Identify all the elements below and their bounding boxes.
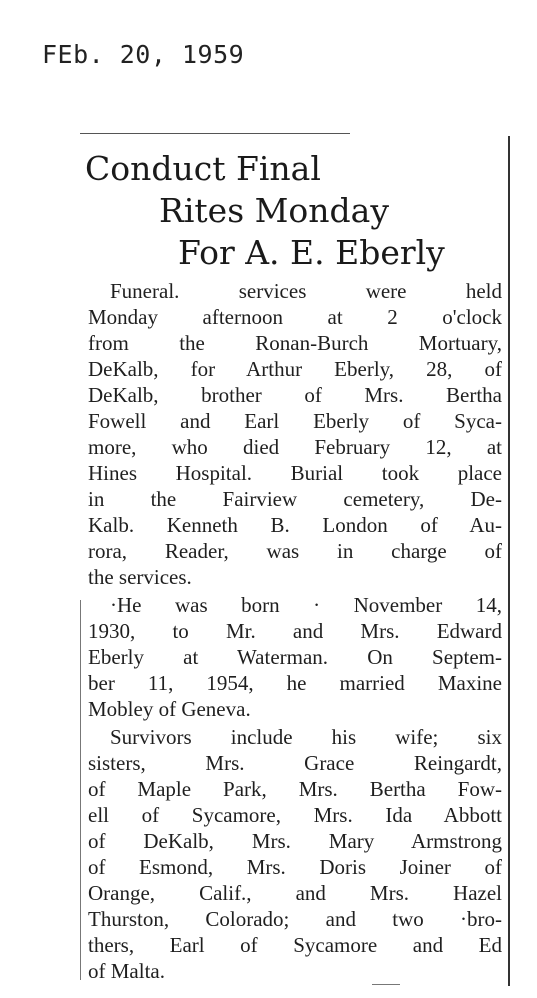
article-line: rora, Reader, was in charge of [88, 539, 502, 563]
newspaper-clipping [80, 128, 510, 990]
article-line: of Maple Park, Mrs. Bertha Fow- [88, 777, 502, 801]
article-line: thers, Earl of Sycamore and Ed [88, 933, 502, 957]
article-end-dash [372, 984, 400, 985]
article-line: Kalb. Kenneth B. London of Au- [88, 513, 502, 537]
article-line: ell of Sycamore, Mrs. Ida Abbott [88, 803, 502, 827]
article-line: of Esmond, Mrs. Doris Joiner of [88, 855, 502, 879]
article-line: DeKalb, brother of Mrs. Bertha [88, 383, 502, 407]
headline-line-1: Conduct Final [85, 149, 321, 188]
article-line: Thurston, Colorado; and two ·bro- [88, 907, 502, 931]
article-line: Monday afternoon at 2 o'clock [88, 305, 502, 329]
article-line: ber 11, 1954, he married Maxine [88, 671, 502, 695]
article-line: from the Ronan-Burch Mortuary, [88, 331, 502, 355]
article-line: 1930, to Mr. and Mrs. Edward [88, 619, 502, 643]
article-line: Eberly at Waterman. On Septem- [88, 645, 502, 669]
article-line: Hines Hospital. Burial took place [88, 461, 502, 485]
headline-line-3: For A. E. Eberly [178, 233, 445, 272]
headline-line-2: Rites Monday [159, 191, 389, 230]
article-line: more, who died February 12, at [88, 435, 502, 459]
article-line: Funeral. services were held [110, 279, 502, 303]
article-line: DeKalb, for Arthur Eberly, 28, of [88, 357, 502, 381]
column-left-rule [80, 600, 81, 980]
column-top-rule [80, 133, 350, 134]
article-line: of DeKalb, Mrs. Mary Armstrong [88, 829, 502, 853]
article-line: in the Fairview cemetery, De- [88, 487, 502, 511]
column-right-rule [508, 136, 510, 986]
article-line: ·He was born · November 14, [110, 593, 502, 617]
article-line: sisters, Mrs. Grace Reingardt, [88, 751, 502, 775]
article-line: Mobley of Geneva. [88, 697, 251, 721]
article-line: Fowell and Earl Eberly of Syca- [88, 409, 502, 433]
article-line: of Malta. [88, 959, 165, 983]
article-line: Orange, Calif., and Mrs. Hazel [88, 881, 502, 905]
handwritten-date-stamp: FEb. 20, 1959 [42, 40, 245, 69]
article-line: the services. [88, 565, 192, 589]
article-line: Survivors include his wife; six [110, 725, 502, 749]
